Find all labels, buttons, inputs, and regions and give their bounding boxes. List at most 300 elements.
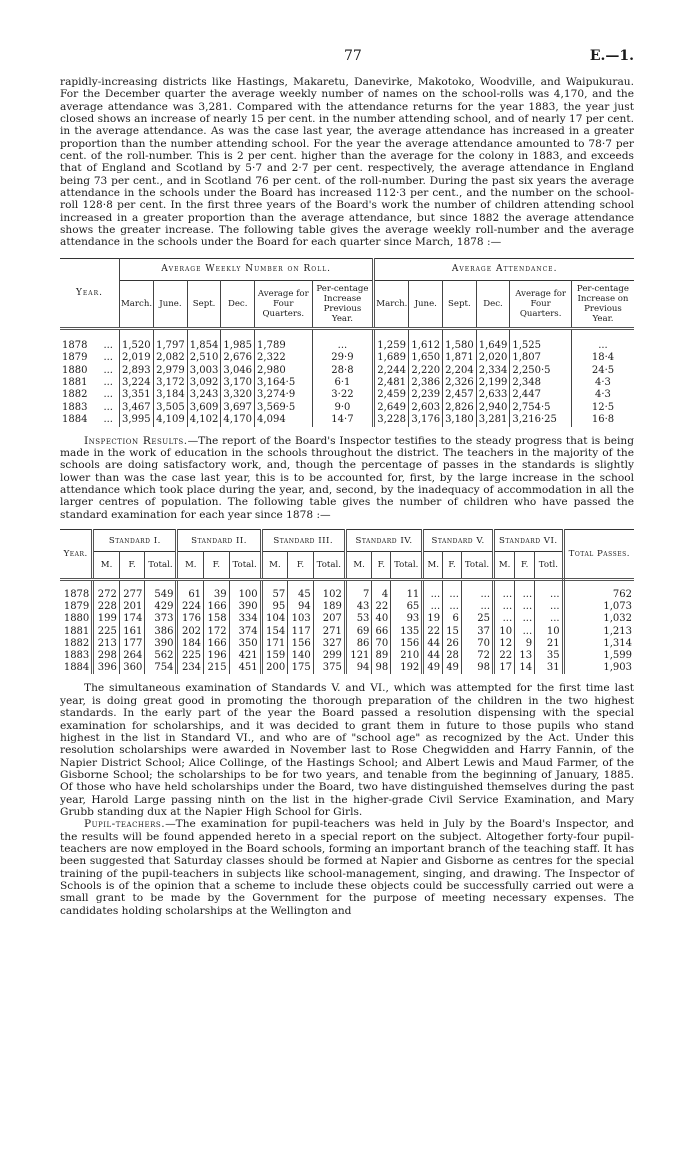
table-cell: ... bbox=[535, 580, 563, 602]
document-reference: E.—1. bbox=[589, 48, 634, 64]
table-cell: ... bbox=[443, 580, 462, 602]
table-cell: 16·8 bbox=[571, 414, 634, 426]
t1-col-header: Average for Four Quarters. bbox=[510, 280, 572, 328]
table-cell: 89 bbox=[372, 650, 391, 662]
table-cell: 6·1 bbox=[312, 377, 374, 389]
table-cell: 2,980 bbox=[255, 365, 313, 377]
table-cell: 327 bbox=[313, 638, 345, 650]
leader-dots: ... bbox=[103, 352, 113, 364]
table-cell: 754 bbox=[145, 662, 177, 674]
table-cell: 228 bbox=[93, 601, 120, 613]
table-cell: 1,525 bbox=[510, 328, 572, 352]
table-cell: 15 bbox=[443, 626, 462, 638]
year-value: 1879 bbox=[62, 352, 88, 364]
t1-col-header: Per-centage Increase on Previous Year. bbox=[571, 280, 634, 328]
total-passes-cell: 1,903 bbox=[563, 662, 634, 674]
table-cell: 2,826 bbox=[443, 402, 477, 414]
table-cell: 2,754·5 bbox=[510, 402, 572, 414]
table-row bbox=[60, 638, 634, 650]
table-cell: 386 bbox=[145, 626, 177, 638]
table-cell: ... bbox=[443, 601, 462, 613]
table-cell: 2,447 bbox=[510, 389, 572, 401]
table-cell: 1,259 bbox=[374, 328, 409, 352]
standard-group-header: Standard V. bbox=[423, 530, 494, 552]
table-cell: 7 bbox=[345, 580, 372, 602]
table-cell: 3,046 bbox=[221, 365, 255, 377]
t1-col-header: Sept. bbox=[443, 280, 477, 328]
table-cell: 158 bbox=[204, 613, 230, 625]
table-cell: 3,697 bbox=[221, 402, 255, 414]
table-cell: 2,940 bbox=[476, 402, 510, 414]
t1-col-header: Dec. bbox=[476, 280, 510, 328]
t2-year-header: Year. bbox=[60, 530, 93, 580]
t1-year-header: Year. bbox=[60, 258, 120, 328]
table-cell: 1,650 bbox=[409, 352, 443, 364]
pupil-teachers-heading: Pupil-teachers. bbox=[84, 818, 166, 831]
table-row bbox=[60, 580, 634, 602]
table-cell: 4,102 bbox=[187, 414, 221, 426]
year-cell bbox=[60, 402, 120, 414]
table-cell: 3,995 bbox=[120, 414, 154, 426]
table-cell: 196 bbox=[204, 650, 230, 662]
t1-attendance-group: Average Attendance. bbox=[374, 258, 634, 280]
table-cell: ... bbox=[494, 580, 515, 602]
attendance-table bbox=[60, 258, 634, 427]
table-cell: 2,459 bbox=[374, 389, 409, 401]
table-cell: 121 bbox=[345, 650, 372, 662]
standard-group-header: Standard VI. bbox=[494, 530, 564, 552]
table-cell: 3,467 bbox=[120, 402, 154, 414]
year-value: 1883 bbox=[62, 401, 88, 413]
pupil-teachers-text: —The examination for pupil-teachers was held in July by the Board's Inspector, and the results will be found appended hereto in a special report on the subject. Altogether forty-four pupil-teachers are now employed in the Board schools, forming an important branch of the teaching staff. It has been suggested that Saturday classes should be formed at Napier and Gisborne as centres for the special training of the pupil-teachers in subjects like school-management, singing, and drawing. The Inspector of Schools is of the opinion that a scheme to include these objects could be successfully carried out were a small grant to be made by the Government for the purpose of meeting necessary expenses. The candidates holding scholarships at the Wellington and bbox=[60, 818, 634, 917]
table-row bbox=[60, 414, 634, 426]
table-cell: 2,348 bbox=[510, 377, 572, 389]
table-cell: 49 bbox=[423, 662, 443, 674]
table-cell: 225 bbox=[93, 626, 120, 638]
year-cell: 1878 bbox=[63, 589, 90, 601]
table-cell: 45 bbox=[288, 580, 314, 602]
table-cell: 3,164·5 bbox=[255, 377, 313, 389]
table-cell: 3,172 bbox=[154, 377, 188, 389]
table-cell: 154 bbox=[261, 626, 288, 638]
table-cell: 135 bbox=[391, 626, 423, 638]
table-cell: 3,320 bbox=[221, 389, 255, 401]
t2-col-header: F. bbox=[443, 552, 462, 580]
table-cell: 2,322 bbox=[255, 352, 313, 364]
t2-col-header: M. bbox=[494, 552, 515, 580]
inspection-heading: Inspection Results. bbox=[84, 434, 188, 447]
table-cell: 225 bbox=[177, 650, 204, 662]
table-cell: 35 bbox=[535, 650, 563, 662]
table-cell: 9·0 bbox=[312, 402, 374, 414]
table-cell: 18·4 bbox=[571, 352, 634, 364]
table-cell: 390 bbox=[229, 601, 261, 613]
table-cell: 3,224 bbox=[120, 377, 154, 389]
leader-dots: ... bbox=[103, 339, 113, 351]
table-cell: 98 bbox=[372, 662, 391, 674]
standards-table bbox=[60, 529, 634, 674]
table-row bbox=[60, 377, 634, 389]
table-cell: 1,789 bbox=[255, 328, 313, 352]
table-cell: 28 bbox=[443, 650, 462, 662]
table-cell: 175 bbox=[288, 662, 314, 674]
table-cell: 174 bbox=[119, 613, 145, 625]
year-cell bbox=[60, 389, 120, 401]
table-cell: 159 bbox=[261, 650, 288, 662]
table-cell: 66 bbox=[372, 626, 391, 638]
table-cell: 61 bbox=[177, 580, 204, 602]
table-cell: 2,204 bbox=[443, 365, 477, 377]
table-cell: 31 bbox=[535, 662, 563, 674]
table-cell: 10 bbox=[494, 626, 515, 638]
table-cell: ... bbox=[461, 601, 493, 613]
paragraph-attendance: rapidly-increasing districts like Hastings, Makaretu, Danevirke, Makotoko, Woodville, and Waipukurau. For the December quarter the average weekly number of names on the school-rolls was 4,170, and the average attendance was 3,281. Compared with the attendance returns for the year 1883, the year just closed shows an increase of nearly 15 per cent. in the number attending school, and of nearly 17 per cent. in the average attendance. As was the case last year, the average attendance has increased in a greater proportion than the number attending school. For the year the average attendance amounted to 78·7 per cent. of the roll-number. This is 2 per cent. higher than the average for the colony in 1883, and exceeds that of England and Scotland by 5·7 and 2·7 per cent. respectively, the average attendance in England being 73 per cent., and in Scotland 76 per cent. of the roll-number. During the past six years the average attendance in the schools under the Board has increased 112·3 per cent., and the number on the school-roll 128·8 per cent. In the first three years of the Board's work the number of children attending school increased in a greater proportion than the average attendance, but since 1882 the average attendance shows the greater increase. The following table gives the average weekly roll-number and the average attendance in the schools under the Board for each quarter since March, 1878 :— bbox=[60, 76, 634, 249]
table-cell: 213 bbox=[93, 638, 120, 650]
table-cell: 360 bbox=[119, 662, 145, 674]
paragraph-scholarships: The simultaneous examination of Standards V. and VI., which was attempted for the first time last year, is doing great good in promoting the thorough preparation of the children in the two highest standards. In the early part of the year the Board passed a resolution dispensing with the special examination for scholarships, and it was decided to grant them in future to those pupils who stand highest in the list in Standard VI., and who are of "school age" as recognized by the Act. Under this resolution scholarships were awarded in November last to Rose Chegwidden and Harry Fannin, of the Napier District School; Alice Collinge, of the Hastings School; and Albert Lewis and Maud Farmer, of the Gisborne School; the scholarships to be for two years, and tenable from the beginning of January, 1885. Of those who have held scholarships under the Board, two have distinguished themselves during the past year, Harold Large passing ninth on the list in the higher-grade Civil Service Examination, and Mary Grubb standing dux at the Napier High School for Girls. bbox=[60, 682, 634, 818]
table-cell: 2,510 bbox=[187, 352, 221, 364]
standard-group-header: Standard I. bbox=[93, 530, 177, 552]
table-cell: 4 bbox=[372, 580, 391, 602]
table-cell: 234 bbox=[177, 662, 204, 674]
table-cell: 19 bbox=[423, 613, 443, 625]
table-cell: 98 bbox=[461, 662, 493, 674]
table-cell: 12·5 bbox=[571, 402, 634, 414]
year-cell bbox=[60, 377, 120, 389]
table-cell: 1,649 bbox=[476, 328, 510, 352]
table-cell: 117 bbox=[288, 626, 314, 638]
t1-col-header: Dec. bbox=[221, 280, 255, 328]
t2-col-header: Total. bbox=[229, 552, 261, 580]
leader-dots: ... bbox=[103, 414, 113, 426]
table-cell: 86 bbox=[345, 638, 372, 650]
table-cell: 451 bbox=[229, 662, 261, 674]
table-cell: 299 bbox=[313, 650, 345, 662]
leader-dots: ... bbox=[103, 401, 113, 413]
table-cell: 272 bbox=[93, 580, 120, 602]
table-cell: 65 bbox=[391, 601, 423, 613]
table-cell: 200 bbox=[261, 662, 288, 674]
t2-col-header: F. bbox=[372, 552, 391, 580]
table-cell: 28·8 bbox=[312, 365, 374, 377]
table-cell: 1,797 bbox=[154, 328, 188, 352]
table-cell: 202 bbox=[177, 626, 204, 638]
table-cell: 2,481 bbox=[374, 377, 409, 389]
table-cell: 1,985 bbox=[221, 328, 255, 352]
table-cell: 396 bbox=[93, 662, 120, 674]
year-value: 1880 bbox=[62, 364, 88, 376]
table-cell: 374 bbox=[229, 626, 261, 638]
total-passes-cell: 1,213 bbox=[563, 626, 634, 638]
table-cell: 3,170 bbox=[221, 377, 255, 389]
t2-col-header: F. bbox=[288, 552, 314, 580]
table-cell: 189 bbox=[313, 601, 345, 613]
table-cell: 4·3 bbox=[571, 389, 634, 401]
table-cell: ... bbox=[515, 626, 535, 638]
table-cell: 100 bbox=[229, 580, 261, 602]
t1-roll-group: Average Weekly Number on Roll. bbox=[120, 258, 374, 280]
paragraph-pupil-teachers bbox=[60, 818, 634, 917]
table-cell: 94 bbox=[288, 601, 314, 613]
table-cell: 12 bbox=[494, 638, 515, 650]
table-cell: 350 bbox=[229, 638, 261, 650]
t2-col-header: M. bbox=[345, 552, 372, 580]
table-cell: 192 bbox=[391, 662, 423, 674]
table-cell: 4·3 bbox=[571, 377, 634, 389]
table-cell: 172 bbox=[204, 626, 230, 638]
table-cell: 1,580 bbox=[443, 328, 477, 352]
leader-dots: ... bbox=[103, 377, 113, 389]
table-cell: 2,893 bbox=[120, 365, 154, 377]
table-cell: 277 bbox=[119, 580, 145, 602]
standard-group-header: Standard IV. bbox=[345, 530, 422, 552]
page-header bbox=[60, 48, 634, 76]
table-row bbox=[60, 626, 634, 638]
table-cell: 2,082 bbox=[154, 352, 188, 364]
table-cell: ... bbox=[571, 328, 634, 352]
document-page bbox=[60, 48, 634, 917]
t2-col-header: Totl. bbox=[535, 552, 563, 580]
table-cell: 2,019 bbox=[120, 352, 154, 364]
t1-col-header: June. bbox=[154, 280, 188, 328]
table-cell: 390 bbox=[145, 638, 177, 650]
table-cell: 53 bbox=[345, 613, 372, 625]
table-cell: 207 bbox=[313, 613, 345, 625]
t1-col-header: June. bbox=[409, 280, 443, 328]
t1-col-header: March. bbox=[120, 280, 154, 328]
total-passes-header: Total Passes. bbox=[563, 530, 634, 580]
table-cell: 6 bbox=[443, 613, 462, 625]
table-cell: 1,612 bbox=[409, 328, 443, 352]
table-cell: 156 bbox=[391, 638, 423, 650]
table-cell: 3,243 bbox=[187, 389, 221, 401]
table-cell: 2,676 bbox=[221, 352, 255, 364]
year-cell bbox=[60, 352, 120, 364]
year-cell: 1883 bbox=[63, 650, 90, 662]
table-cell: 176 bbox=[177, 613, 204, 625]
table-cell: 3,569·5 bbox=[255, 402, 313, 414]
table-cell: 429 bbox=[145, 601, 177, 613]
standard-group-header: Standard III. bbox=[261, 530, 345, 552]
table-row bbox=[60, 601, 634, 613]
t1-col-header: Per-centage Increase Previous Year. bbox=[312, 280, 374, 328]
t1-col-header: Average for Four Quarters. bbox=[255, 280, 313, 328]
table-cell: 2,244 bbox=[374, 365, 409, 377]
table-cell: 224 bbox=[177, 601, 204, 613]
table-cell: 177 bbox=[119, 638, 145, 650]
t2-col-header: M. bbox=[93, 552, 120, 580]
table-cell: 3,003 bbox=[187, 365, 221, 377]
table-cell: 24·5 bbox=[571, 365, 634, 377]
table-cell: 103 bbox=[288, 613, 314, 625]
table-cell: ... bbox=[423, 601, 443, 613]
table-cell: ... bbox=[535, 601, 563, 613]
table-cell: 2,334 bbox=[476, 365, 510, 377]
total-passes-cell: 1,314 bbox=[563, 638, 634, 650]
table-cell: 57 bbox=[261, 580, 288, 602]
table-cell: 549 bbox=[145, 580, 177, 602]
table-cell: 140 bbox=[288, 650, 314, 662]
year-cell bbox=[60, 365, 120, 377]
table-cell: 3,609 bbox=[187, 402, 221, 414]
paragraph-inspection bbox=[60, 435, 634, 521]
total-passes-cell: 1,073 bbox=[563, 601, 634, 613]
table-cell: 3,274·9 bbox=[255, 389, 313, 401]
t2-col-header: Total. bbox=[313, 552, 345, 580]
table-cell: 2,979 bbox=[154, 365, 188, 377]
t2-col-header: M. bbox=[423, 552, 443, 580]
table-cell: 2,239 bbox=[409, 389, 443, 401]
total-passes-cell: 1,599 bbox=[563, 650, 634, 662]
table-cell: 1,520 bbox=[120, 328, 154, 352]
table-cell: 199 bbox=[93, 613, 120, 625]
table-cell: 1,807 bbox=[510, 352, 572, 364]
table-cell: 166 bbox=[204, 601, 230, 613]
t1-col-header: March. bbox=[374, 280, 409, 328]
table-cell: 102 bbox=[313, 580, 345, 602]
table-cell: 104 bbox=[261, 613, 288, 625]
table-cell: 373 bbox=[145, 613, 177, 625]
table-cell: 2,386 bbox=[409, 377, 443, 389]
table-cell: 22 bbox=[494, 650, 515, 662]
table-cell: 1,689 bbox=[374, 352, 409, 364]
year-value: 1881 bbox=[62, 377, 88, 389]
table-cell: 26 bbox=[443, 638, 462, 650]
table-cell: 2,603 bbox=[409, 402, 443, 414]
table-cell: 37 bbox=[461, 626, 493, 638]
table-cell: 40 bbox=[372, 613, 391, 625]
table-cell: 22 bbox=[423, 626, 443, 638]
table-cell: ... bbox=[535, 613, 563, 625]
table-cell: 3,351 bbox=[120, 389, 154, 401]
table-cell: ... bbox=[515, 601, 535, 613]
table-cell: 421 bbox=[229, 650, 261, 662]
table-cell: 2,633 bbox=[476, 389, 510, 401]
page-number: 77 bbox=[344, 48, 362, 64]
year-cell bbox=[60, 414, 120, 426]
table-row bbox=[60, 402, 634, 414]
table-cell: 49 bbox=[443, 662, 462, 674]
table-cell: 17 bbox=[494, 662, 515, 674]
table-cell: 14 bbox=[515, 662, 535, 674]
table-row bbox=[60, 650, 634, 662]
leader-dots: ... bbox=[103, 389, 113, 401]
table-cell: 2,220 bbox=[409, 365, 443, 377]
table-cell: 44 bbox=[423, 638, 443, 650]
table-row bbox=[60, 662, 634, 674]
table-cell: 2,457 bbox=[443, 389, 477, 401]
table-cell: 44 bbox=[423, 650, 443, 662]
t2-col-header: M. bbox=[261, 552, 288, 580]
t2-col-header: Total. bbox=[391, 552, 423, 580]
table-cell: 3,505 bbox=[154, 402, 188, 414]
table-cell: 4,109 bbox=[154, 414, 188, 426]
year-value: 1878 bbox=[62, 339, 88, 351]
table-cell: 3,216·25 bbox=[510, 414, 572, 426]
table-row bbox=[60, 352, 634, 364]
t2-col-header: F. bbox=[119, 552, 145, 580]
table-cell: 72 bbox=[461, 650, 493, 662]
table-cell: 264 bbox=[119, 650, 145, 662]
table-cell: 3,184 bbox=[154, 389, 188, 401]
table-cell: 2,199 bbox=[476, 377, 510, 389]
table-row bbox=[60, 389, 634, 401]
table-cell: 70 bbox=[461, 638, 493, 650]
year-cell: 1882 bbox=[63, 637, 90, 649]
table-cell: 375 bbox=[313, 662, 345, 674]
table-cell: 334 bbox=[229, 613, 261, 625]
table-cell: 166 bbox=[204, 638, 230, 650]
year-cell: 1884 bbox=[63, 662, 90, 674]
table-cell: 201 bbox=[119, 601, 145, 613]
table-cell: ... bbox=[515, 613, 535, 625]
table-cell: 14·7 bbox=[312, 414, 374, 426]
table-cell: ... bbox=[312, 328, 374, 352]
table-cell: 184 bbox=[177, 638, 204, 650]
table-cell: 161 bbox=[119, 626, 145, 638]
table-cell: ... bbox=[461, 580, 493, 602]
t2-col-header: M. bbox=[177, 552, 204, 580]
table-cell: 2,250·5 bbox=[510, 365, 572, 377]
table-row bbox=[60, 613, 634, 625]
table-cell: 3,092 bbox=[187, 377, 221, 389]
table-cell: 10 bbox=[535, 626, 563, 638]
table-cell: 3·22 bbox=[312, 389, 374, 401]
table-cell: 2,649 bbox=[374, 402, 409, 414]
inspection-text: —The report of the Board's Inspector testifies to the steady progress that is being made in the work of education in the schools throughout the district. The teachers in the majority of the schools are doing satisfactory work, and, though the percentage of passes in the standards is slightly lower than was the case last year, this is to be accounted for, first, by the large increase in the school attendance which took place during the year, and, second, by the inadequacy of accommodation in all the larger centres of population. The following table gives the number of children who have passed the standard examination for each year since 1878 :— bbox=[60, 434, 634, 521]
table-cell: 43 bbox=[345, 601, 372, 613]
table-cell: 94 bbox=[345, 662, 372, 674]
year-cell: 1881 bbox=[63, 625, 90, 637]
table-cell: 562 bbox=[145, 650, 177, 662]
table-cell: 39 bbox=[204, 580, 230, 602]
table-cell: 3,281 bbox=[476, 414, 510, 426]
year-cell: 1879 bbox=[63, 601, 90, 613]
table-cell: ... bbox=[423, 580, 443, 602]
table-cell: 13 bbox=[515, 650, 535, 662]
year-cell: 1880 bbox=[63, 613, 90, 625]
table-cell: 3,180 bbox=[443, 414, 477, 426]
table-cell: 9 bbox=[515, 638, 535, 650]
leader-dots: ... bbox=[103, 364, 113, 376]
table-cell: 11 bbox=[391, 580, 423, 602]
table-cell: 95 bbox=[261, 601, 288, 613]
table-cell: 29·9 bbox=[312, 352, 374, 364]
table-cell: 156 bbox=[288, 638, 314, 650]
year-cell bbox=[60, 328, 120, 352]
table-cell: ... bbox=[494, 613, 515, 625]
table-cell: 3,176 bbox=[409, 414, 443, 426]
table-row bbox=[60, 328, 634, 352]
table-cell: 25 bbox=[461, 613, 493, 625]
table-cell: 22 bbox=[372, 601, 391, 613]
total-passes-cell: 1,032 bbox=[563, 613, 634, 625]
t1-col-header: Sept. bbox=[187, 280, 221, 328]
table-cell: 298 bbox=[93, 650, 120, 662]
table-cell: 69 bbox=[345, 626, 372, 638]
table-cell: 2,020 bbox=[476, 352, 510, 364]
table-cell: 215 bbox=[204, 662, 230, 674]
total-passes-cell: 762 bbox=[563, 580, 634, 602]
table-cell: 4,094 bbox=[255, 414, 313, 426]
t2-col-header: Total. bbox=[461, 552, 493, 580]
t2-col-header: F. bbox=[515, 552, 535, 580]
table-cell: 171 bbox=[261, 638, 288, 650]
t2-col-header: F. bbox=[204, 552, 230, 580]
table-cell: ... bbox=[515, 580, 535, 602]
standard-group-header: Standard II. bbox=[177, 530, 261, 552]
table-cell: 3,228 bbox=[374, 414, 409, 426]
